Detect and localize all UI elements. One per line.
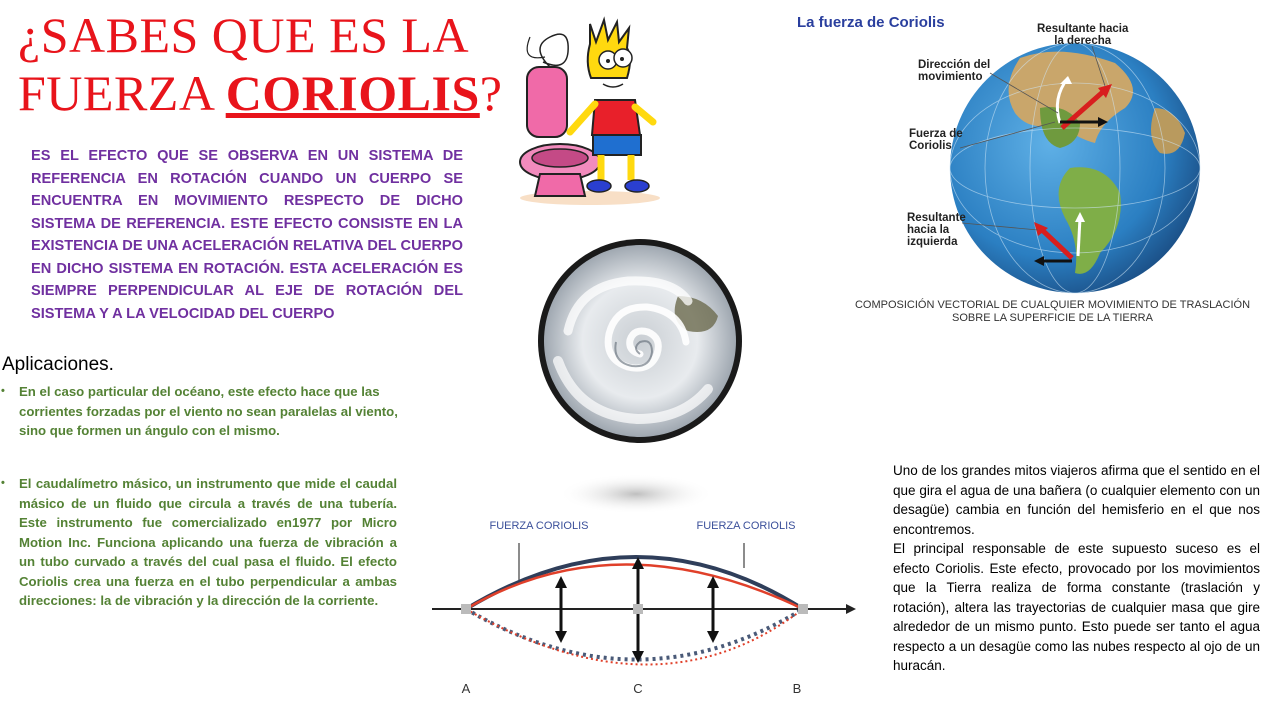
title-line-1: ¿SABES QUE ES LA <box>18 7 470 63</box>
tube-lower-red <box>466 609 803 665</box>
title-coriolis-word: CORIOLIS <box>225 65 480 121</box>
label-coriolis-force: Fuerza de Coriolis <box>909 128 963 152</box>
globe-figure-title: La fuerza de Coriolis <box>797 14 945 31</box>
application-item-text: El caudalímetro másico, un instrumento que mide el caudal másico de un fluido que circula a través de una tubería. Este instrumento fue comercializado en1977 por Micro Motion Inc. Funciona aplicando una fuerza de vibración a un tubo curvado a través del cual pasa el fluido. El efecto Coriolis crea una fuerza en el tubo perpendicular a ambas direcciones: la de vibración y la dirección de la corriente. <box>19 476 397 608</box>
bullet-dot: • <box>1 385 5 397</box>
bullet-dot: • <box>1 477 5 489</box>
title-line-2 <box>18 64 538 122</box>
point-c-label: C <box>633 681 643 696</box>
application-item <box>1 382 419 441</box>
globe-caption: COMPOSICIÓN VECTORIAL DE CUALQUIER MOVIMIENTO DE TRASLACIÓN SOBRE LA SUPERFICIE DE LA TIERRA <box>854 299 1251 324</box>
diagram-label-right: FUERZA CORIOLIS <box>696 520 796 532</box>
flowmeter-tube-diagram <box>428 510 868 710</box>
tube-upper-red <box>466 565 803 610</box>
label-right-result: Resultante hacia la derecha <box>1037 23 1129 47</box>
applications-heading: Aplicaciones. <box>2 354 114 375</box>
title-question-mark: ? <box>479 65 503 121</box>
label-direction: Dirección del movimiento <box>918 59 991 83</box>
definition-text: ES EL EFECTO QUE SE OBSERVA EN UN SISTEMA DE REFERENCIA EN ROTACIÓN CUANDO UN CUERPO SE ENCUENTRA EN MOVIMIENTO RESPECTO DE DICHO SISTEMA DE REFERENCIA. ESTE EFECTO CONSISTE EN LA EXISTENCIA DE UNA ACELERACIÓN RELATIVA DEL CUERPO EN DICHO SISTEMA EN ROTACIÓN. ESTA ACELERACIÓN ES SIEMPRE PERPENDICULAR AL EJE DE ROTACIÓN DEL SISTEMA Y A LA VELOCIDAD DEL CUERPO <box>31 148 463 322</box>
diagram-label-left: FUERZA CORIOLIS <box>489 520 589 532</box>
application-item-text: En el caso particular del océano, este efecto hace que las corrientes forzadas por el viento no sean paralelas al viento, sino que formen un ángulo con el mismo. <box>19 384 398 438</box>
title-prefix: FUERZA <box>18 65 226 121</box>
hurricane-satellite-image <box>528 236 758 521</box>
application-item <box>1 474 397 611</box>
label-left-result: Resultante hacia la izquierda <box>907 212 966 248</box>
point-a-label: A <box>461 681 471 696</box>
bathtub-myth-text: Uno de los grandes mitos viajeros afirma que el sentido en el que gira el agua de una bañera (o cualquier elemento con un desagüe) cambia en función del hemisferio en el que nos encontremos. El principal responsable de este supuesto suceso es el efecto Coriolis. Este efecto, provocado por los movimientos que la Tierra realiza de forma constante (traslación y rotación), altera las trayectorias de cualquier masa que gire alrededor de un mismo punto. Esto puede ser tanto el agua respecto a un desagüe como las nubes respecto al ojo de un huracán. <box>893 463 1260 673</box>
page-title <box>18 6 538 122</box>
cartoon-toilet-illustration <box>515 12 675 207</box>
point-b-label: B <box>792 681 802 696</box>
